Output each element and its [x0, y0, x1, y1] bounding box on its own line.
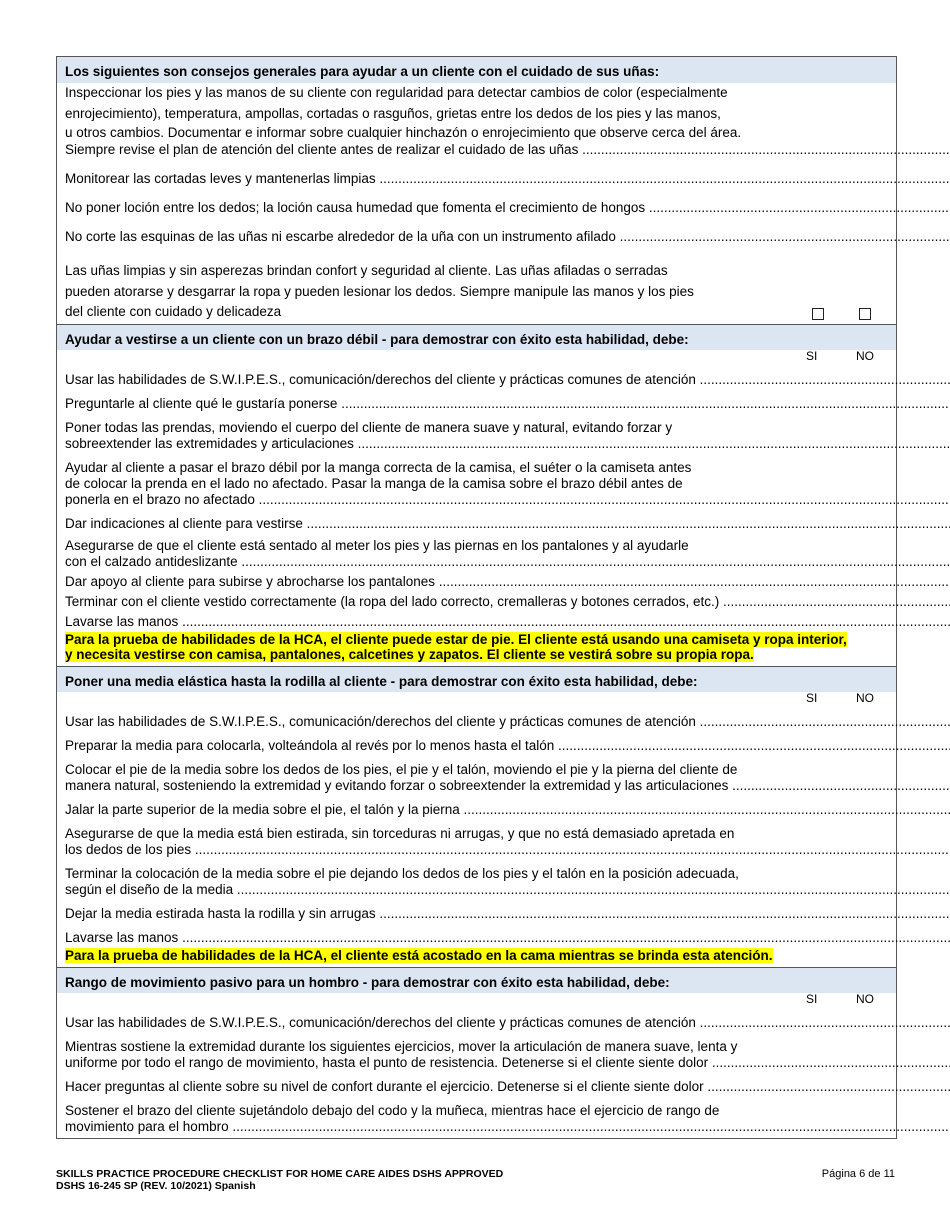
- section-range-of-motion: [57, 993, 896, 1138]
- stocking-item-text: Colocar el pie de la media sobre los dedos de los pies, el pie y el talón, moviendo el pie y la pierna del cliente de: [65, 761, 738, 777]
- range-of-motion-item-text: Sostener el brazo del cliente sujetándolo debajo del codo y la muñeca, mientras hace el ejercicio de rango de: [65, 1102, 720, 1118]
- section-stocking: [57, 692, 896, 967]
- nails-item: [65, 229, 896, 245]
- stocking-item: [65, 714, 896, 730]
- section-heading-range-of-motion: Rango de movimiento pasivo para un hombro - para demostrar con éxito esta habilidad, debe:: [57, 967, 896, 993]
- stocking-item-text: los dedos de los pies .....: [65, 842, 950, 858]
- stocking-item-text: Lavarse las manos .....: [65, 930, 950, 946]
- range-of-motion-item: [65, 1079, 896, 1095]
- footer-title: SKILLS PRACTICE PROCEDURE CHECKLIST FOR HOME CARE AIDES DSHS APPROVED: [56, 1168, 504, 1180]
- dressing-item: [65, 614, 896, 630]
- section-nails: [57, 83, 896, 324]
- stocking-item-text: Asegurarse de que la media está bien estirada, sin torceduras ni arrugas, y que no está demasiado apretada en: [65, 825, 735, 841]
- dressing-item-text: Preguntarle al cliente qué le gustaría ponerse .....: [65, 396, 950, 412]
- nails-closing-text: pueden atorarse y desgarrar la ropa y pueden lesionar los dedos. Siempre manipule las manos y los pies: [65, 283, 694, 299]
- stocking-item: [65, 866, 896, 898]
- stocking-item-text: manera natural, sosteniendo la extremidad y evitando forzar o sobreextender la extremidad y las articulaciones .....: [65, 778, 950, 794]
- nails-item-text: Monitorear las cortadas leves y mantenerlas limpias .....: [65, 171, 950, 187]
- stocking-item: [65, 906, 896, 922]
- stocking-item-text: Preparar la media para colocarla, volteándola al revés por lo menos hasta el talón .....: [65, 738, 950, 754]
- dressing-item-text: Lavarse las manos .....: [65, 614, 950, 630]
- nails-closing-text: del cliente con cuidado y delicadeza: [65, 304, 282, 319]
- range-of-motion-item: [65, 1103, 896, 1135]
- checklist-form: [56, 56, 897, 1139]
- nails-intro-text: u otros cambios. Documentar e informar sobre cualquier hinchazón o enrojecimiento que observe cerca del área.: [65, 125, 742, 140]
- dressing-item-text: Ayudar al cliente a pasar el brazo débil por la manga correcta de la camisa, el suéter o la camiseta antes: [65, 459, 692, 475]
- page-footer: [56, 1168, 895, 1192]
- stocking-item-text: Dejar la media estirada hasta la rodilla y sin arrugas .....: [65, 906, 950, 922]
- section-dressing: [57, 350, 896, 666]
- si-column-label: SI: [806, 991, 818, 1006]
- dressing-item-text: Poner todas las prendas, moviendo el cuerpo del cliente de manera suave y natural, evitando forzar y: [65, 419, 673, 435]
- dressing-hca-note-text: Para la prueba de habilidades de la HCA, el cliente puede estar de pie. El cliente está usando una camiseta y ropa interior,: [65, 631, 847, 647]
- stocking-item: [65, 762, 896, 794]
- section-heading-dressing: Ayudar a vestirse a un cliente con un brazo débil - para demostrar con éxito esta habilidad, debe:: [57, 324, 896, 350]
- nails-closing-text: Las uñas limpias y sin asperezas brindan confort y seguridad al cliente. Las uñas afiladas o serradas: [65, 263, 668, 278]
- no-column-label: NO: [856, 991, 874, 1006]
- nails-item-text: No poner loción entre los dedos; la loción causa humedad que fomenta el crecimiento de hongos .....: [65, 200, 950, 216]
- nails-item-text: Siempre revise el plan de atención del cliente antes de realizar el cuidado de las uñas .....: [65, 142, 950, 158]
- page-number: Página 6 de 11: [821, 1168, 895, 1180]
- dressing-item: [65, 420, 896, 452]
- section-heading-nails: Los siguientes son consejos generales para ayudar a un cliente con el cuidado de sus uñas:: [57, 57, 896, 83]
- range-of-motion-item: [65, 1015, 896, 1031]
- range-of-motion-item: [65, 1039, 896, 1071]
- dressing-item: [65, 574, 896, 590]
- stocking-item: [65, 930, 896, 946]
- range-of-motion-item-text: Usar las habilidades de S.W.I.P.E.S., comunicación/derechos del cliente y prácticas comunes de atención .....: [65, 1015, 950, 1031]
- stocking-item-text: Jalar la parte superior de la media sobre el pie, el talón y la pierna .....: [65, 802, 950, 818]
- dressing-item: [65, 460, 896, 508]
- nails-intro-text: enrojecimiento), temperatura, ampollas, cortadas o rasguños, grietas entre los dedos de los pies y las manos,: [65, 105, 721, 121]
- si-no-header: [65, 993, 896, 1006]
- dressing-item-text: Dar apoyo al cliente para subirse y abrocharse los pantalones .....: [65, 574, 950, 590]
- stocking-hca-note: [65, 946, 896, 967]
- range-of-motion-item-text: Hacer preguntas al cliente sobre su nivel de confort durante el ejercicio. Detenerse si el cliente siente dolor .....: [65, 1079, 950, 1095]
- dressing-hca-note: [65, 630, 896, 666]
- dressing-item-text: ponerla en el brazo no afectado .....: [65, 492, 950, 508]
- dressing-item-text: Asegurarse de que el cliente está sentado al meter los pies y las piernas en los pantalones y al ayudarle: [65, 537, 689, 553]
- stocking-item-text: según el diseño de la media .....: [65, 882, 950, 898]
- dressing-item: [65, 372, 896, 388]
- nails-item-text: No corte las esquinas de las uñas ni escarbe alrededor de la uña con un instrumento afilado .....: [65, 229, 950, 245]
- range-of-motion-item-text: movimiento para el hombro .....: [65, 1119, 950, 1135]
- si-no-header: [65, 692, 896, 705]
- dressing-item: [65, 538, 896, 570]
- dressing-item-text: Terminar con el cliente vestido correctamente (la ropa del lado correcto, cremalleras y botones cerrados, etc.) .....: [65, 594, 950, 610]
- dressing-item-text: con el calzado antideslizante .....: [65, 554, 950, 570]
- footer-form-number: DSHS 16-245 SP (REV. 10/2021) Spanish: [56, 1180, 256, 1192]
- stocking-item: [65, 738, 896, 754]
- si-column-label: SI: [806, 690, 818, 705]
- nails-closing-item: [65, 261, 896, 324]
- dressing-item: [65, 396, 896, 412]
- nails-item: [65, 200, 896, 216]
- range-of-motion-item-text: uniforme por todo el rango de movimiento, hasta el punto de resistencia. Detenerse si el cliente siente dolor .....: [65, 1055, 950, 1071]
- dressing-item: [65, 516, 896, 532]
- nails-item: [65, 142, 896, 158]
- dressing-item: [65, 594, 896, 610]
- dressing-hca-note-text: y necesita vestirse con camisa, pantalones, calcetines y zapatos. El cliente se vestirá sobre su propia ropa.: [65, 646, 754, 662]
- si-column-label: SI: [806, 348, 818, 363]
- dressing-item-text: Usar las habilidades de S.W.I.P.E.S., comunicación/derechos del cliente y prácticas comunes de atención .....: [65, 372, 950, 388]
- stocking-hca-note-text: Para la prueba de habilidades de la HCA, el cliente está acostado en la cama mientras se brinda esta atención.: [65, 947, 773, 963]
- nails-intro-text: Inspeccionar los pies y las manos de su cliente con regularidad para detectar cambios de color (especialmente: [65, 85, 728, 100]
- no-column-label: NO: [856, 690, 874, 705]
- dressing-item-text: sobreextender las extremidades y articulaciones .....: [65, 436, 950, 452]
- nails-si-checkbox-4[interactable]: [812, 308, 824, 320]
- nails-no-checkbox-4[interactable]: [859, 308, 871, 320]
- stocking-item-text: Usar las habilidades de S.W.I.P.E.S., comunicación/derechos del cliente y prácticas comunes de atención .....: [65, 714, 950, 730]
- dressing-item-text: Dar indicaciones al cliente para vestirse .....: [65, 516, 950, 532]
- stocking-item-text: Terminar la colocación de la media sobre el pie dejando los dedos de los pies y el talón en la posición adecuada,: [65, 865, 739, 881]
- stocking-item: [65, 826, 896, 858]
- si-no-header: [65, 350, 896, 363]
- no-column-label: NO: [856, 348, 874, 363]
- nails-item: [65, 171, 896, 187]
- range-of-motion-item-text: Mientras sostiene la extremidad durante los siguientes ejercicios, mover la articulación de manera suave, lenta y: [65, 1038, 738, 1054]
- stocking-item: [65, 802, 896, 818]
- dressing-item-text: de colocar la prenda en el lado no afectado. Pasar la manga de la camisa sobre el brazo débil antes de: [65, 475, 683, 491]
- section-heading-stocking: Poner una media elástica hasta la rodilla al cliente - para demostrar con éxito esta habilidad, debe:: [57, 666, 896, 692]
